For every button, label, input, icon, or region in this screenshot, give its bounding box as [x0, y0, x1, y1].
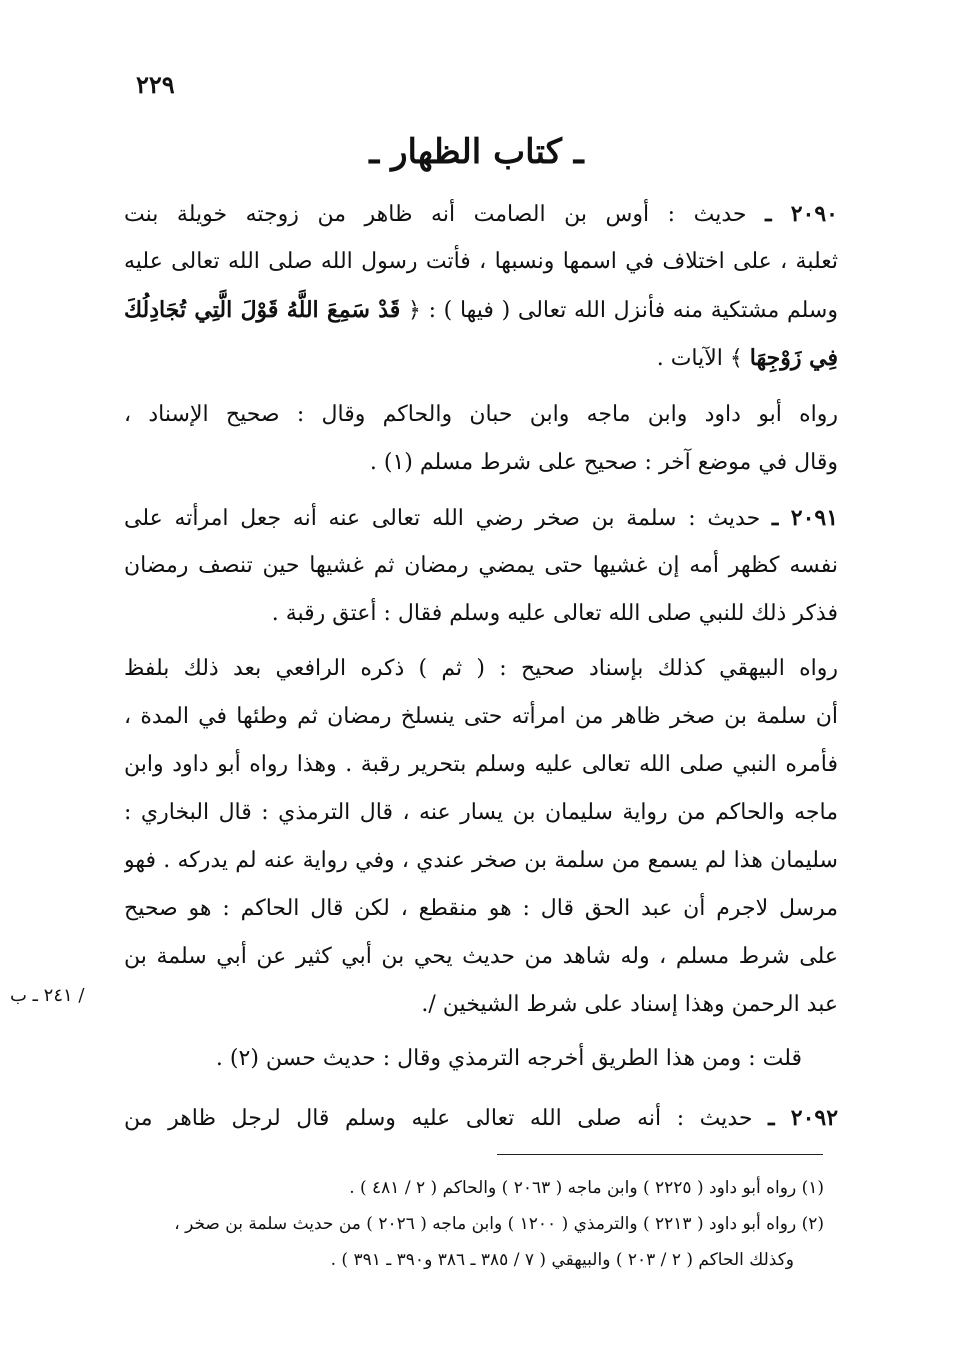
- hadith-2091-line-1: ٢٠٩١ ـ حديث : سلمة بن صخر رضي الله تعالى عنه أنه جعل امرأته على: [124, 505, 838, 531]
- chapter-title: ـ كتاب الظهار ـ: [369, 132, 584, 172]
- takhrij-2090-line-1: رواه أبو داود وابن ماجه وابن حبان والحاكم وقال : صحيح الإسناد ،: [124, 402, 838, 427]
- footnote-2: (٢) رواه أبو داود ( ٢٢١٣ ) والترمذي ( ١٢٠٠ ) وابن ماجه ( ٢٠٢٦ ) من حديث سلمة بن صخر ،: [174, 1214, 824, 1234]
- hadith-2090-line-3: وسلم مشتكية منه فأنزل الله تعالى ( فيها ) : ﴿ قَدْ سَمِعَ اللَّهُ قَوْلَ الَّتِي تُجَادِلُكَ: [124, 297, 838, 323]
- hadith-2092: [124, 1094, 838, 1142]
- quran-verse: قَدْ سَمِعَ اللَّهُ قَوْلَ الَّتِي تُجَادِلُكَ: [124, 297, 401, 323]
- footnote-2-continued: وكذلك الحاكم ( ٢ / ٢٠٣ ) والبيهقي ( ٧ / ٣٨٥ ـ ٣٨٦ و٣٩٠ ـ ٣٩١ ) .: [330, 1250, 794, 1270]
- hadith-number: ٢٠٩٠ ـ: [765, 201, 838, 227]
- takhrij-2091-line: أن سلمة بن صخر ظاهر من امرأته حتى ينسلخ رمضان ثم وطئها في المدة ،: [124, 704, 838, 729]
- hadith-2090: [124, 190, 838, 382]
- hadith-2091-line-3: فذكر ذلك للنبي صلى الله تعالى عليه وسلم فقال : أعتق رقبة .: [271, 601, 838, 626]
- takhrij-2091: [124, 645, 838, 1029]
- quran-verse-continued: فِي زَوْجِهَا: [749, 345, 838, 371]
- hadith-2091: [124, 494, 838, 638]
- footnote-separator: [497, 1154, 823, 1155]
- takhrij-2091-line: عبد الرحمن وهذا إسناد على شرط الشيخين /.: [421, 992, 838, 1017]
- takhrij-2091-line: رواه البيهقي كذلك بإسناد صحيح : ( ثم ) ذكره الرافعي بعد ذلك بلفظ: [124, 656, 838, 681]
- author-comment: [124, 1035, 838, 1083]
- author-comment-line: قلت : ومن هذا الطريق أخرجه الترمذي وقال : حديث حسن (٢) .: [215, 1046, 802, 1071]
- takhrij-2090: [124, 391, 838, 487]
- hadith-2090-line-2: ثعلبة ، على اختلاف في اسمها ونسبها ، فأتت رسول الله صلى الله تعالى عليه: [124, 249, 838, 274]
- takhrij-2091-line: على شرط مسلم ، وله شاهد من حديث يحي بن أبي كثير عن أبي سلمة بن: [124, 944, 838, 969]
- takhrij-2090-line-2: وقال في موضع آخر : صحيح على شرط مسلم (١) .: [369, 450, 838, 475]
- margin-folio-note: / ٢٤١ ـ ب: [10, 985, 85, 1006]
- takhrij-2091-line: مرسل لاجرم أن عبد الحق قال : هو منقطع ، لكن قال الحاكم : هو صحيح: [124, 896, 838, 921]
- hadith-number: ٢٠٩٢ ـ: [768, 1105, 838, 1131]
- hadith-2092-line-1: ٢٠٩٢ ـ حديث : أنه صلى الله تعالى عليه وسلم قال لرجل ظاهر من: [124, 1105, 838, 1131]
- hadith-2090-line-4: فِي زَوْجِهَا ﴾ الآيات .: [656, 345, 838, 371]
- hadith-number: ٢٠٩١ ـ: [771, 505, 838, 531]
- footnote-1: (١) رواه أبو داود ( ٢٢٢٥ ) وابن ماجه ( ٢٠٦٣ ) والحاكم ( ٢ / ٤٨١ ) .: [349, 1178, 824, 1198]
- takhrij-2091-line: فأمره النبي صلى الله تعالى عليه وسلم بتحرير رقبة . وهذا رواه أبو داود وابن: [124, 752, 838, 777]
- hadith-2091-line-2: نفسه كظهر أمه إن غشيها حتى يمضي رمضان ثم غشيها حين تنصف رمضان: [124, 553, 838, 578]
- hadith-2090-line-1: ٢٠٩٠ ـ حديث : أوس بن الصامت أنه ظاهر من زوجته خويلة بنت: [124, 201, 838, 227]
- takhrij-2091-line: سليمان هذا لم يسمع من سلمة بن صخر عندي ، وفي رواية عنه لم يدركه . فهو: [124, 848, 838, 873]
- footnotes: [124, 1170, 824, 1278]
- page-number: ٢٢٩: [136, 70, 175, 99]
- takhrij-2091-line: ماجه والحاكم من رواية سليمان بن يسار عنه ، قال الترمذي : قال البخاري :: [124, 800, 838, 825]
